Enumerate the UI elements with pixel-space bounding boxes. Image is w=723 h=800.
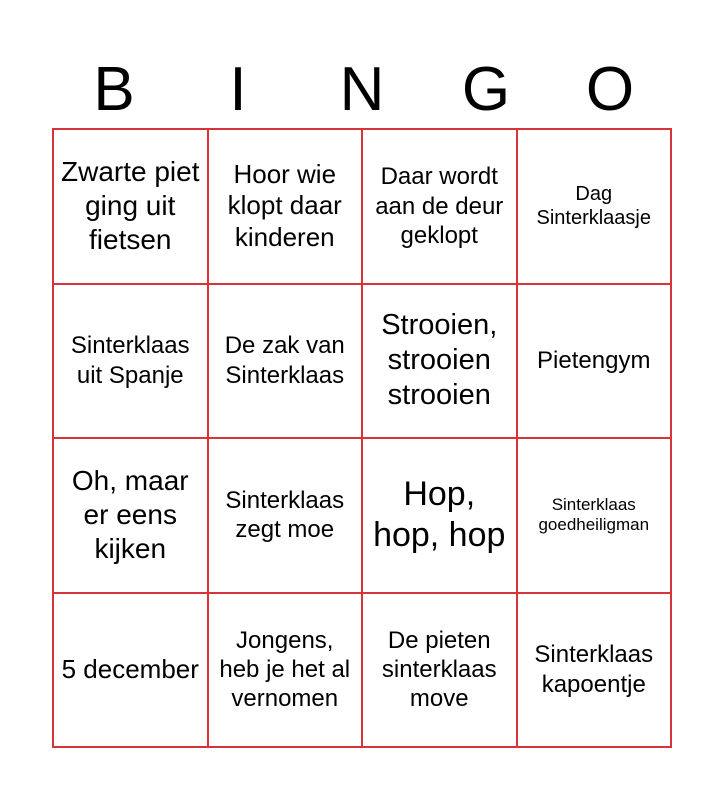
bingo-cell-text: De zak van Sinterklaas bbox=[224, 332, 345, 389]
bingo-cell-text: Daar wordt aan de deur geklopt bbox=[375, 163, 504, 249]
bingo-cell-text: Sinterklaas zegt moe bbox=[225, 486, 345, 544]
bingo-cell-text: Zwarte piet ging uit fietsen bbox=[61, 156, 200, 256]
bingo-cell[interactable] bbox=[517, 593, 672, 748]
bingo-cell[interactable] bbox=[362, 593, 517, 748]
bingo-cell[interactable] bbox=[517, 129, 672, 284]
bingo-cell-text: De pieten sinterklaas move bbox=[381, 626, 497, 713]
bingo-cell-text: Hoor wie klopt daar kinderen bbox=[227, 158, 342, 253]
bingo-cell[interactable] bbox=[208, 129, 363, 284]
bingo-cell[interactable] bbox=[517, 438, 672, 593]
bingo-cell[interactable] bbox=[208, 438, 363, 593]
bingo-cell[interactable] bbox=[362, 438, 517, 593]
bingo-cell[interactable] bbox=[362, 129, 517, 284]
header-letter-b: B bbox=[93, 55, 135, 124]
bingo-cell-text: Sinterklaas uit Spanje bbox=[70, 332, 190, 389]
bingo-cell-text: Hop, hop, hop bbox=[373, 474, 506, 555]
bingo-cell-text: Strooien, strooien strooien bbox=[381, 308, 498, 412]
bingo-cell-text: 5 december bbox=[61, 653, 199, 684]
bingo-board bbox=[52, 128, 672, 748]
bingo-cell-text: Sinterklaas kapoentje bbox=[534, 641, 654, 698]
bingo-cell[interactable] bbox=[53, 438, 208, 593]
bingo-cell[interactable] bbox=[53, 129, 208, 284]
bingo-cell-text: Pietengym bbox=[537, 347, 651, 375]
header-letter-n: N bbox=[339, 55, 385, 124]
bingo-cell-text: Jongens, heb je het al vernomen bbox=[219, 626, 351, 713]
bingo-cell-text: Sinterklaas goedheiligman bbox=[538, 494, 650, 535]
bingo-cell[interactable] bbox=[53, 284, 208, 439]
header-letter-g: G bbox=[461, 55, 511, 124]
bingo-cell-text: Dag Sinterklaasje bbox=[536, 182, 651, 230]
header-letter-i: I bbox=[229, 55, 247, 124]
bingo-header bbox=[52, 52, 672, 128]
bingo-cell-text: Oh, maar er eens kijken bbox=[71, 465, 189, 565]
header-letter-o: O bbox=[585, 55, 635, 124]
bingo-cell[interactable] bbox=[517, 284, 672, 439]
bingo-cell[interactable] bbox=[208, 284, 363, 439]
bingo-cell[interactable] bbox=[53, 593, 208, 748]
bingo-cell[interactable] bbox=[208, 593, 363, 748]
bingo-cell[interactable] bbox=[362, 284, 517, 439]
